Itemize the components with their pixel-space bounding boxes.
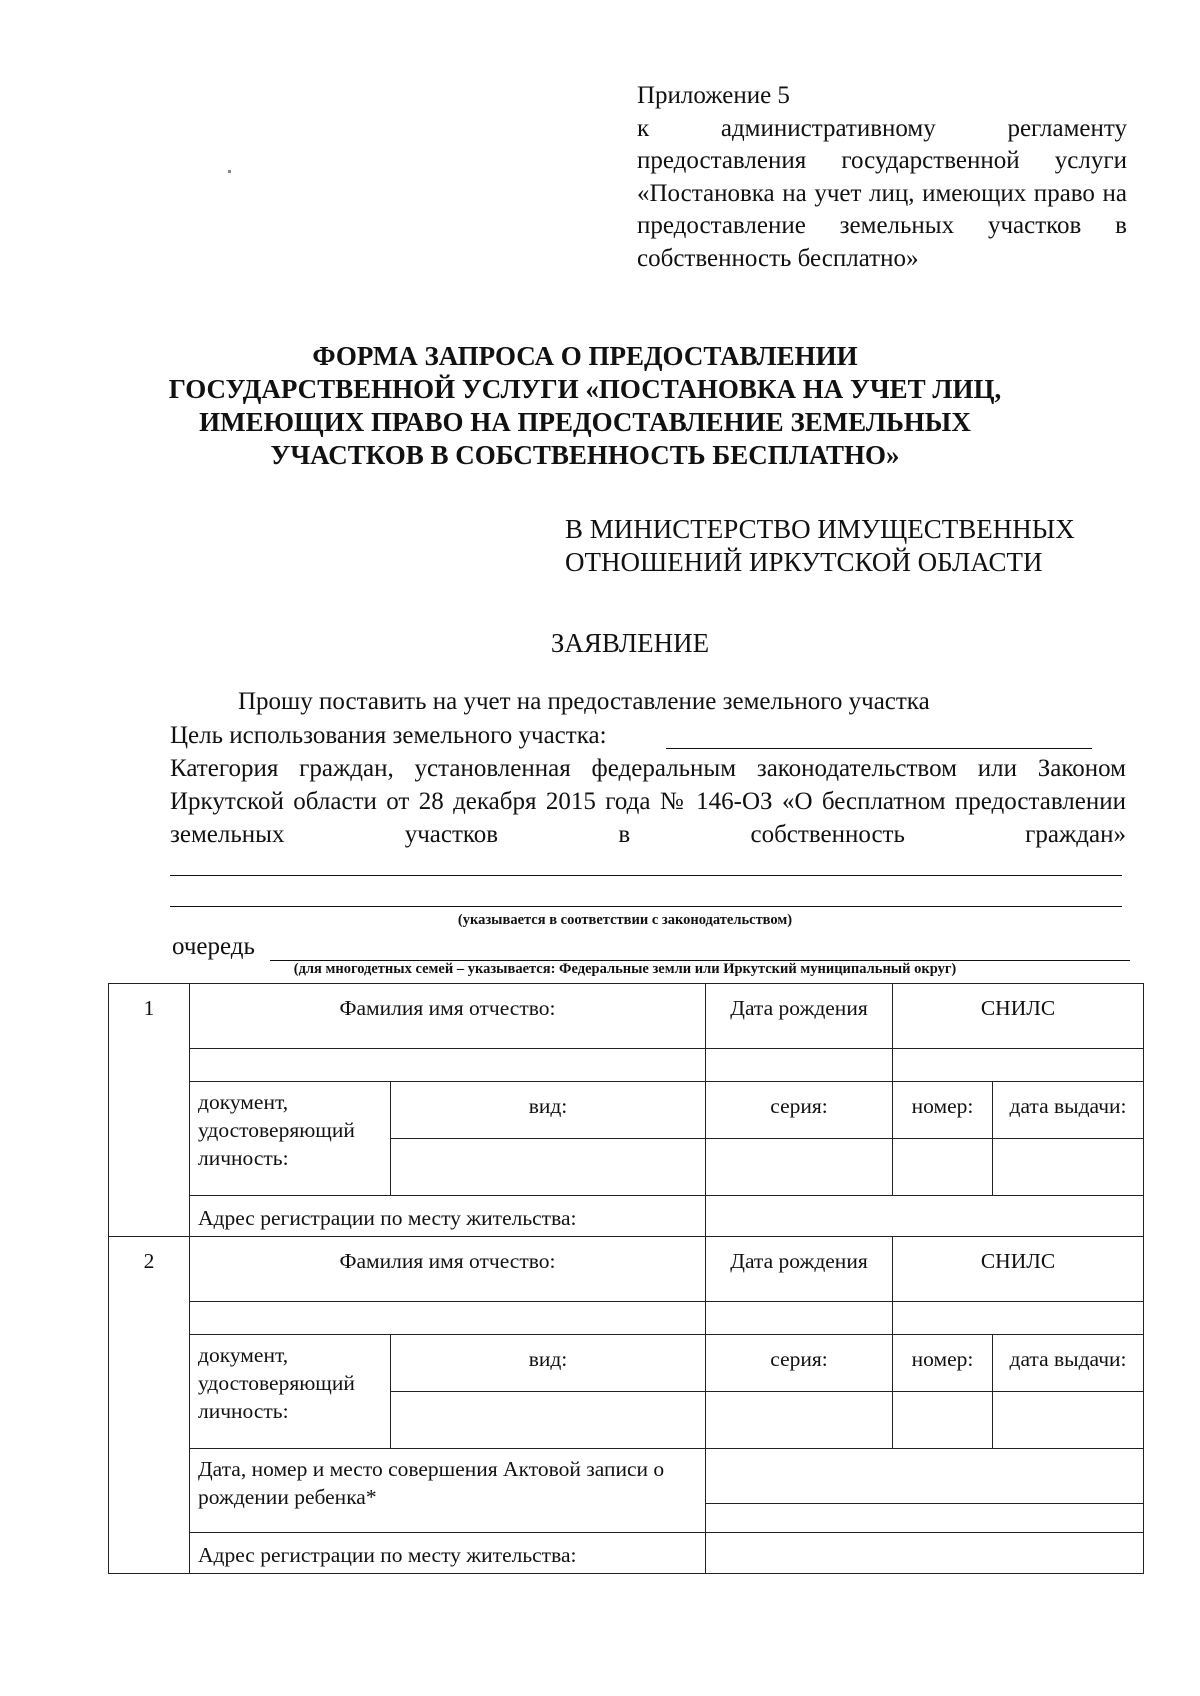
snils-input[interactable] xyxy=(893,1049,1144,1082)
addressee-line-2: ОТНОШЕНИЙ ИРКУТСКОЙ ОБЛАСТИ xyxy=(565,547,1043,577)
fio-input[interactable] xyxy=(190,1302,706,1335)
fio-header: Фамилия имя отчество: xyxy=(190,984,706,1049)
doc-series-header: серия: xyxy=(706,1082,893,1139)
doc-number-header: номер: xyxy=(893,1335,993,1392)
queue-hint: (для многодетных семей – указывается: Федеральные земли или Иркутский муниципальный округ) xyxy=(293,961,957,977)
address-label: Адрес регистрации по месту жительства: xyxy=(190,1533,706,1574)
fio-header: Фамилия имя отчество: xyxy=(190,1237,706,1302)
snils-header: СНИЛС xyxy=(893,1237,1144,1302)
id-document-label: документ, удостоверяющий личность: xyxy=(190,1335,391,1449)
form-heading-line-2: ГОСУДАРСТВЕННОЙ УСЛУГИ «ПОСТАНОВКА НА УЧЕТ ЛИЦ, xyxy=(168,374,1002,404)
category-text: Категория граждан, установленная федеральным законодательством или Законом Иркутской области от 28 декабря 2015 года № 146-ОЗ «О бесплатном предоставлении земельных участков в собственность граждан» xyxy=(170,755,1126,848)
doc-number-header: номер: xyxy=(893,1082,993,1139)
form-heading-line-1: ФОРМА ЗАПРОСА О ПРЕДОСТАВЛЕНИИ xyxy=(312,341,858,371)
form-heading xyxy=(120,340,1050,472)
appendix-header xyxy=(637,80,1127,275)
birth-record-label: Дата, номер и место совершения Актовой записи о рождении ребенка* xyxy=(190,1449,706,1533)
scan-speck xyxy=(228,170,231,173)
fio-input[interactable] xyxy=(190,1049,706,1082)
dob-input[interactable] xyxy=(706,1049,893,1082)
category-input-line-1[interactable] xyxy=(170,875,1122,876)
address-input[interactable] xyxy=(706,1196,1144,1237)
doc-type-input[interactable] xyxy=(391,1139,706,1196)
row-number: 2 xyxy=(109,1237,190,1574)
snils-input[interactable] xyxy=(893,1302,1144,1335)
dob-header: Дата рождения xyxy=(706,984,893,1049)
table-row xyxy=(109,1082,1144,1139)
address-label: Адрес регистрации по месту жительства: xyxy=(190,1196,706,1237)
doc-issue-date-header: дата выдачи: xyxy=(993,1335,1144,1392)
doc-series-input[interactable] xyxy=(706,1139,893,1196)
addressee xyxy=(565,513,1075,579)
table-row xyxy=(109,1237,1144,1302)
statement-title xyxy=(0,628,1200,659)
table-row xyxy=(109,1335,1144,1392)
id-document-label: документ, удостоверяющий личность: xyxy=(190,1082,391,1196)
category-input-line-2[interactable] xyxy=(170,906,1122,907)
doc-issue-date-input[interactable] xyxy=(993,1139,1144,1196)
addressee-line-1: В МИНИСТЕРСТВО ИМУЩЕСТВЕННЫХ xyxy=(565,514,1075,544)
statement-title-text: ЗАЯВЛЕНИЕ xyxy=(550,628,710,658)
dob-input[interactable] xyxy=(706,1302,893,1335)
birth-record-input-2[interactable] xyxy=(706,1504,1144,1533)
table-row xyxy=(109,1449,1144,1504)
table-row xyxy=(109,1533,1144,1574)
doc-type-input[interactable] xyxy=(391,1392,706,1449)
table-row xyxy=(109,984,1144,1049)
birth-record-input-1[interactable] xyxy=(706,1449,1144,1504)
appendix-title: Приложение 5 xyxy=(637,82,790,109)
doc-issue-date-input[interactable] xyxy=(993,1392,1144,1449)
table-row xyxy=(109,1049,1144,1082)
appendix-body: к административному регламенту предоставления государственной услуги «Постановка на учет лиц, имеющих право на предоставление земельных участков в собственность бесплатно» xyxy=(637,114,1127,272)
doc-number-input[interactable] xyxy=(893,1139,993,1196)
dob-header: Дата рождения xyxy=(706,1237,893,1302)
doc-type-header: вид: xyxy=(391,1082,706,1139)
table-row xyxy=(109,1196,1144,1237)
doc-series-input[interactable] xyxy=(706,1392,893,1449)
snils-header: СНИЛС xyxy=(893,984,1144,1049)
address-input[interactable] xyxy=(706,1533,1144,1574)
doc-type-header: вид: xyxy=(391,1335,706,1392)
doc-series-header: серия: xyxy=(706,1335,893,1392)
queue-label: очередь xyxy=(172,933,255,960)
table-row xyxy=(109,1302,1144,1335)
applicants-table xyxy=(108,983,1144,1574)
form-heading-line-4: УЧАСТКОВ В СОБСТВЕННОСТЬ БЕСПЛАТНО» xyxy=(270,440,900,470)
doc-issue-date-header: дата выдачи: xyxy=(993,1082,1144,1139)
form-heading-line-3: ИМЕЮЩИХ ПРАВО НА ПРЕДОСТАВЛЕНИЕ ЗЕМЕЛЬНЫХ xyxy=(199,407,971,437)
request-text: Прошу поставить на учет на предоставление земельного участка xyxy=(238,688,930,715)
category-hint: (указывается в соответствии с законодательством) xyxy=(457,912,793,928)
purpose-input-line[interactable] xyxy=(666,748,1092,749)
doc-number-input[interactable] xyxy=(893,1392,993,1449)
purpose-label: Цель использования земельного участка: xyxy=(170,722,607,749)
row-number: 1 xyxy=(109,984,190,1237)
